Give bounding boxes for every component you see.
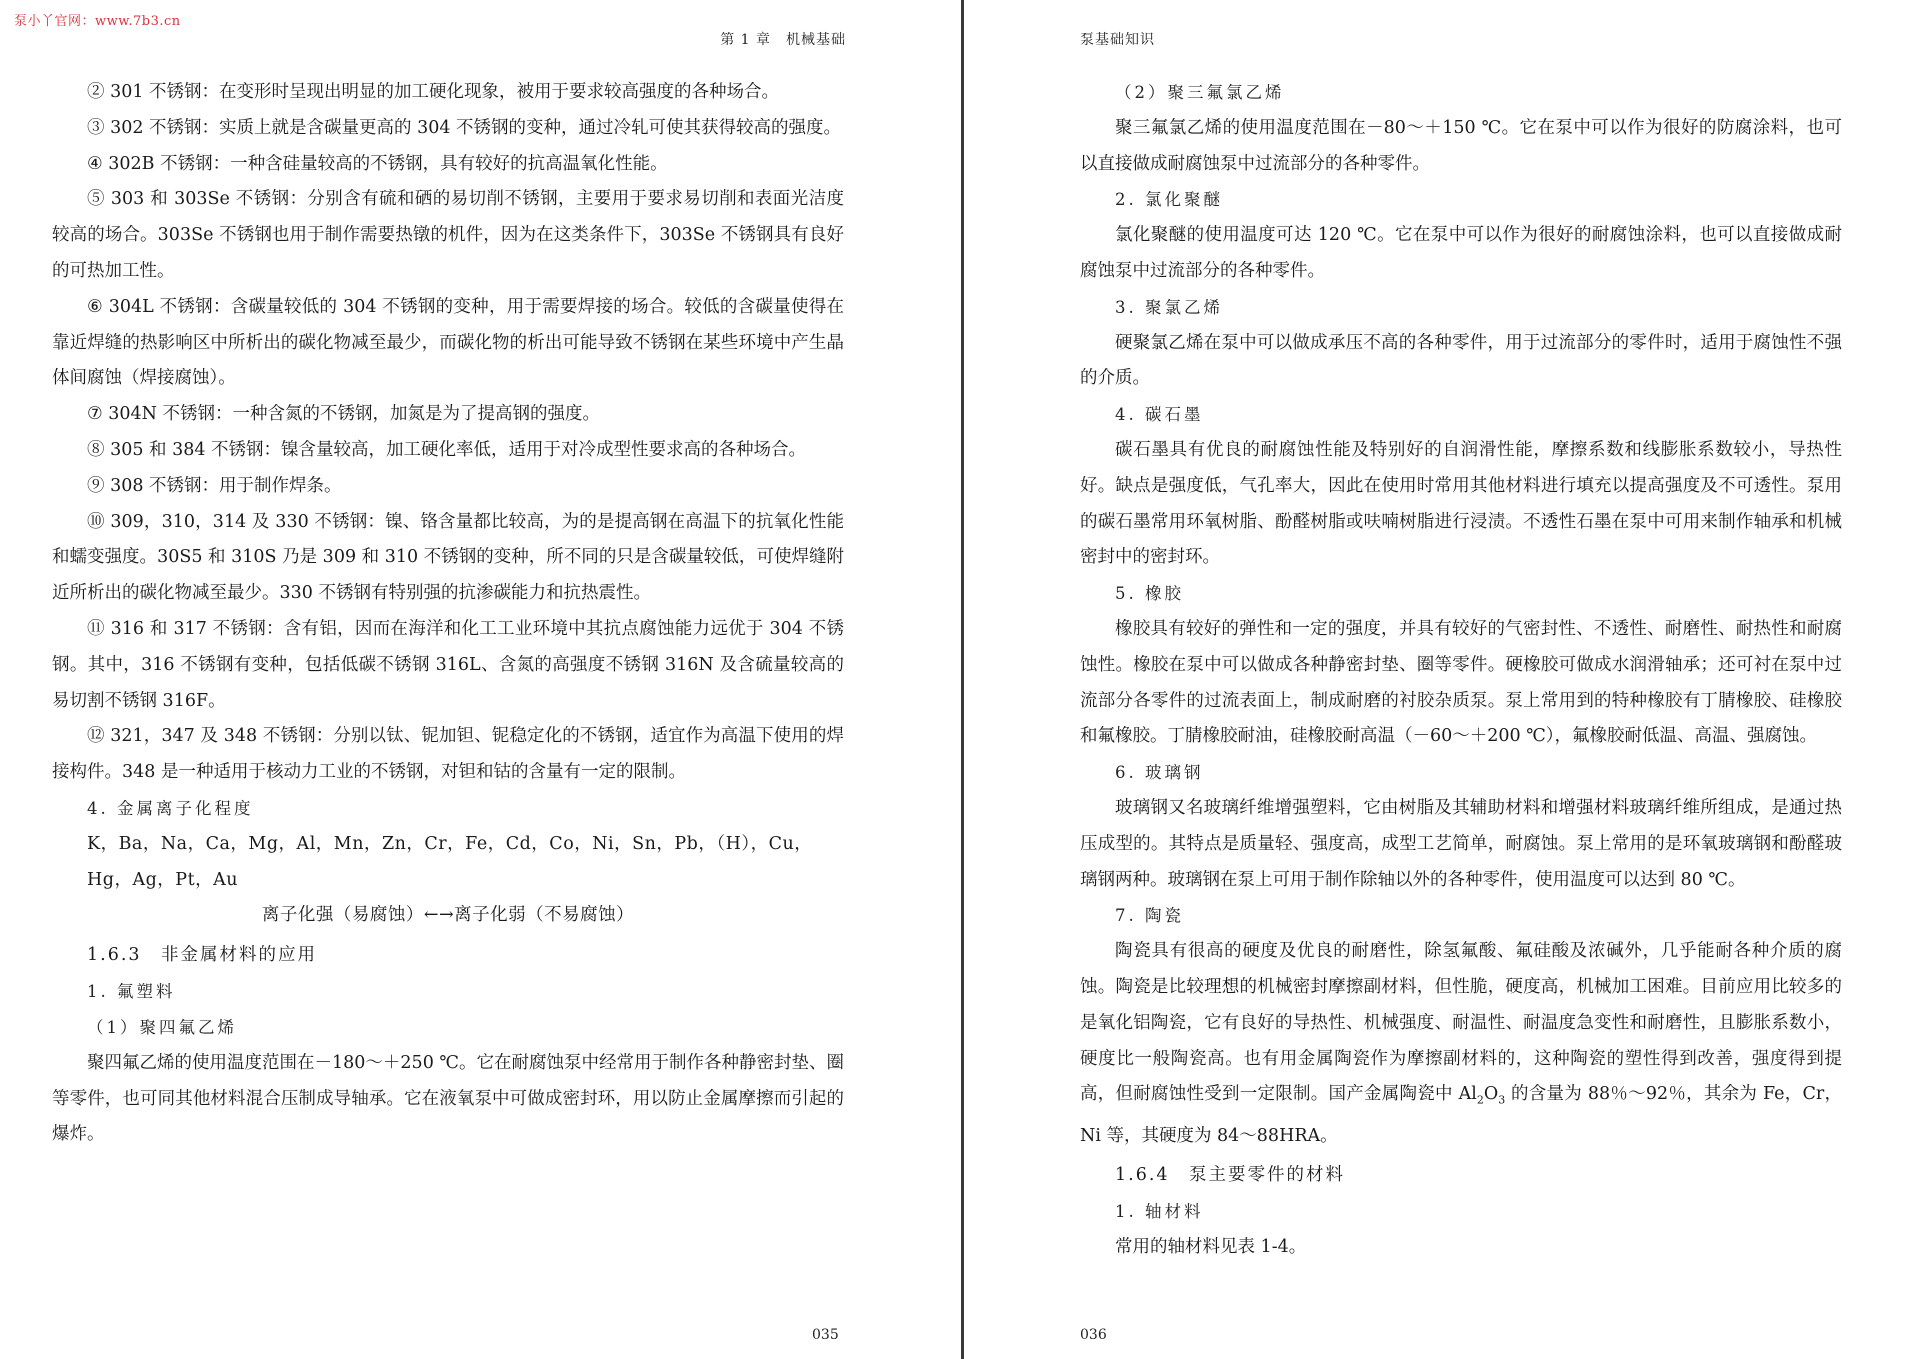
section-heading-1-6-3: 1.6.3 非金属材料的应用	[87, 945, 318, 966]
heading-pctfe: （2）聚三氟氯乙烯	[1115, 83, 1285, 102]
heading-chlorinated-polyether: 2. 氯化聚醚	[1115, 190, 1223, 210]
paragraph-304n: ⑦ 304N 不锈钢：一种含氮的不锈钢，加氮是为了提高钢的强度。	[87, 404, 601, 425]
heading-ptfe: （1）聚四氟乙烯	[87, 1017, 237, 1037]
paragraph-309: ⑩ 309，310，314 及 330 不锈钢：镍、铬含量都比较高，为的是提高钢在高温下的抗氧化性能和蠕变强度。30S5 和 310S 乃是 309 和 310 不锈钢的变种，所不同的只是含碳量较低，可使焊缝附近所析出的碳化物减至最少。330 不锈钢有特别强的抗渗碳能力和抗热震性。	[52, 511, 844, 604]
paragraph-304l: ⑥ 304L 不锈钢：含碳量较低的 304 不锈钢的变种，用于需要焊接的场合。较低的含碳量使得在靠近焊缝的热影响区中所析出的碳化物减至最少，而碳化物的析出可能导致不锈钢在某些环境中产生晶体间腐蚀（焊接腐蚀）。	[52, 296, 844, 389]
ionization-trend: 离子化强（易腐蚀）←→离子化弱（不易腐蚀）	[261, 905, 635, 926]
ceramic-text-part-c: 的含量为 88％～92％，其余为 Fe，Cr，Ni 等，其硬度为 84～88HRA。	[1080, 1084, 1843, 1146]
paragraph-316: ⑪ 316 和 317 不锈钢：含有铝，因而在海洋和化工工业环境中其抗点腐蚀能力远优于 304 不锈钢。其中，316 不锈钢有变种，包括低碳不锈钢 316L、含氮的高强度不锈钢 316N 及含硫量较高的易切割不锈钢 316F。	[52, 618, 844, 711]
paragraph-321: ⑫ 321，347 及 348 不锈钢：分别以钛、铌加钽、铌稳定化的不锈钢，适宜作为高温下使用的焊接构件。348 是一种适用于核动力工业的不锈钢，对钽和钴的含量有一定的限制。	[52, 726, 844, 783]
running-head-left: 第 1 章 机械基础	[720, 32, 846, 48]
heading-carbon-graphite: 4. 碳石墨	[1115, 405, 1204, 425]
paragraph-308: ⑨ 308 不锈钢：用于制作焊条。	[87, 475, 342, 496]
right-page	[968, 0, 1927, 1359]
site-watermark: 泵小丫官网：www.7b3.cn	[14, 14, 181, 29]
paragraph-302b: ④ 302B 不锈钢：一种含硅量较高的不锈钢，具有较好的抗高温氧化性能。	[87, 153, 668, 174]
paragraph-305: ⑧ 305 和 384 不锈钢：镍含量较高，加工硬化率低，适用于对冷成型性要求高的各种场合。	[87, 439, 807, 460]
paragraph-pctfe: 聚三氟氯乙烯的使用温度范围在－80～＋150 ℃。它在泵中可以作为很好的防腐涂料，也可以直接做成耐腐蚀泵中过流部分的各种零件。	[1080, 117, 1842, 174]
paragraph-shaft-material: 常用的轴材料见表 1-4。	[1115, 1237, 1307, 1258]
heading-frp: 6. 玻璃钢	[1115, 763, 1204, 783]
left-page	[0, 0, 958, 1359]
section-heading-1-6-4: 1.6.4 泵主要零件的材料	[1115, 1165, 1346, 1186]
paragraph-302: ③ 302 不锈钢：实质上就是含碳量更高的 304 不锈钢的变种，通过冷轧可使其获得较高的强度。	[87, 117, 842, 138]
page-number-right: 036	[1080, 1327, 1107, 1343]
subscript-2: 2	[1476, 1093, 1484, 1107]
paragraph-pvc: 硬聚氯乙烯在泵中可以做成承压不高的各种零件，用于过流部分的零件时，适用于腐蚀性不强的介质。	[1080, 332, 1842, 389]
book-spine-divider	[961, 0, 964, 1359]
left-page-content	[52, 75, 844, 1153]
paragraph-rubber: 橡胶具有较好的弹性和一定的强度，并具有较好的气密封性、不透性、耐磨性、耐热性和耐腐蚀性。橡胶在泵中可以做成各种静密封垫、圈等零件。硬橡胶可做成水润滑轴承；还可衬在泵中过流部分各零件的过流表面上，制成耐磨的衬胶杂质泵。泵上常用到的特种橡胶有丁腈橡胶、硅橡胶和氟橡胶。丁腈橡胶耐油，硅橡胶耐高温（－60～＋200 ℃），氟橡胶耐低温、高温、强腐蚀。	[1080, 618, 1842, 747]
metal-ion-series: K，Ba，Na，Ca，Mg，Al，Mn，Zn，Cr，Fe，Cd，Co，Ni，Sn，Pb，（H），Cu，Hg，Ag，Pt，Au	[87, 833, 813, 890]
heading-rubber: 5. 橡胶	[1115, 584, 1184, 604]
page-number-left: 035	[812, 1327, 839, 1343]
ceramic-text-part-a: 陶瓷具有很高的硬度及优良的耐磨性，除氢氟酸、氟硅酸及浓碱外，几乎能耐各种介质的腐蚀。陶瓷是比较理想的机械密封摩擦副材料，但性脆，硬度高，机械加工困难。目前应用比较多的是氧化铝陶瓷，它有良好的导热性、机械强度、耐温性、耐温度急变性和耐磨性，且膨胀系数小，硬度比一般陶瓷高。也有用金属陶瓷作为摩擦副材料的，这种陶瓷的塑性得到改善，强度得到提高，但耐腐蚀性受到一定限制。国产金属陶瓷中 Al	[1080, 941, 1842, 1105]
heading-fluoroplastics: 1. 氟塑料	[87, 982, 176, 1002]
heading-ceramic: 7. 陶瓷	[1115, 906, 1184, 926]
paragraph-ceramic	[1080, 934, 1842, 1154]
subscript-3: 3	[1498, 1093, 1506, 1107]
heading-pvc: 3. 聚氯乙烯	[1115, 297, 1223, 317]
right-page-content	[1080, 75, 1842, 1266]
running-head-right: 泵基础知识	[1080, 32, 1155, 48]
paragraph-301: ② 301 不锈钢：在变形时呈现出明显的加工硬化现象，被用于要求较高强度的各种场合。	[87, 82, 780, 102]
paragraph-carbon-graphite: 碳石墨具有优良的耐腐蚀性能及特别好的自润滑性能，摩擦系数和线膨胀系数较小，导热性好。缺点是强度低，气孔率大，因此在使用时常用其他材料进行填充以提高强度及不可透性。泵用的碳石墨常用环氧树脂、酚醛树脂或呋喃树脂进行浸渍。不透性石墨在泵中可用来制作轴承和机械密封中的密封环。	[1080, 439, 1842, 568]
paragraph-303: ⑤ 303 和 303Se 不锈钢：分别含有硫和硒的易切削不锈钢，主要用于要求易切削和表面光洁度较高的场合。303Se 不锈钢也用于制作需要热镦的机件，因为在这类条件下，303Se 不锈钢具有良好的可热加工性。	[52, 189, 844, 281]
paragraph-frp: 玻璃钢又名玻璃纤维增强塑料，它由树脂及其辅助材料和增强材料玻璃纤维所组成，是通过热压成型的。其特点是质量轻、强度高，成型工艺简单，耐腐蚀。泵上常用的是环氧玻璃钢和酚醛玻璃钢两种。玻璃钢在泵上可用于制作除轴以外的各种零件，使用温度可以达到 80 ℃。	[1080, 797, 1842, 890]
ceramic-text-part-b: O	[1483, 1084, 1499, 1105]
paragraph-ptfe: 聚四氟乙烯的使用温度范围在－180～＋250 ℃。它在耐腐蚀泵中经常用于制作各种静密封垫、圈等零件，也可同其他材料混合压制成导轴承。它在液氧泵中可做成密封环，用以防止金属摩擦而引起的爆炸。	[52, 1052, 844, 1145]
heading-shaft-material: 1. 轴材料	[1115, 1202, 1204, 1222]
heading-metal-ionization: 4. 金属离子化程度	[87, 798, 254, 818]
paragraph-chlorinated-polyether: 氯化聚醚的使用温度可达 120 ℃。它在泵中可以作为很好的耐腐蚀涂料，也可以直接做成耐腐蚀泵中过流部分的各种零件。	[1080, 225, 1842, 281]
